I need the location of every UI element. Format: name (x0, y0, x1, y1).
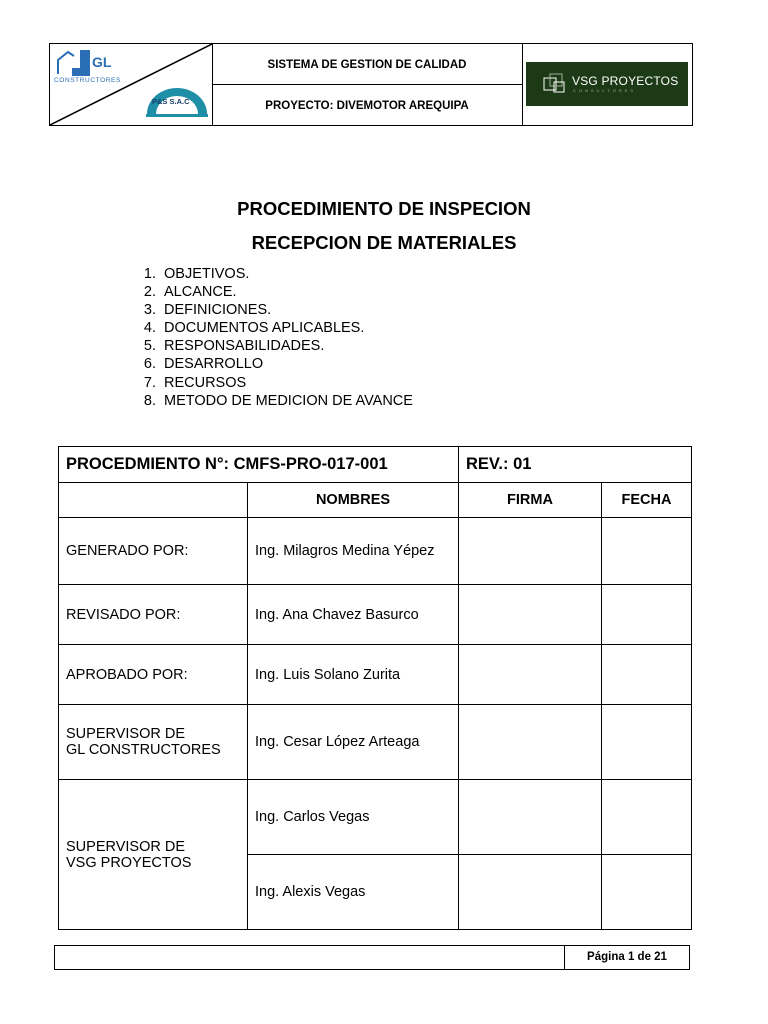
list-item: 6. DESARROLLO (143, 356, 264, 373)
quality-system-title: SISTEMA DE GESTION DE CALIDAD (267, 59, 467, 71)
list-item: 1. OBJETIVOS. (143, 266, 250, 282)
table-row (59, 645, 692, 705)
name-cell: Ing. Carlos Vegas (248, 780, 459, 855)
list-item: 4. DOCUMENTOS APLICABLES. (143, 320, 365, 337)
column-header-names: NOMBRES (248, 483, 459, 518)
signature-cell (459, 780, 602, 855)
name-cell: Ing. Ana Chavez Basurco (248, 585, 459, 645)
page-footer (54, 945, 690, 970)
header-divider (212, 84, 522, 85)
role-cell: SUPERVISOR DE VSG PROYECTOS (59, 780, 248, 930)
table-header-empty (59, 483, 248, 518)
list-item: 8. METODO DE MEDICION DE AVANCE (143, 392, 413, 409)
role-cell: SUPERVISOR DE GL CONSTRUCTORES (59, 705, 248, 780)
name-cell: Ing. Cesar López Arteaga (248, 705, 459, 780)
signature-cell (459, 585, 602, 645)
vsg-logo-icon (542, 72, 568, 96)
signature-cell (459, 705, 602, 780)
vsg-proyectos-logo (526, 62, 688, 106)
signature-cell (459, 518, 602, 585)
ps-logo-text: P&S S.A.C (152, 97, 190, 106)
page-number: Página 1 de 21 (564, 946, 689, 969)
date-cell (602, 780, 692, 855)
list-item: 2. ALCANCE. (143, 284, 237, 301)
gl-constructores-logo (54, 46, 144, 86)
name-cell: Ing. Alexis Vegas (248, 855, 459, 930)
vsg-logo-subtext: CONSULTORES (573, 88, 637, 93)
signature-cell (459, 645, 602, 705)
header-divider (522, 44, 523, 125)
date-cell (602, 705, 692, 780)
table-row (59, 780, 692, 855)
name-cell: Ing. Milagros Medina Yépez (248, 518, 459, 585)
column-header-date: FECHA (602, 483, 692, 518)
name-cell: Ing. Luis Solano Zurita (248, 645, 459, 705)
date-cell (602, 518, 692, 585)
table-row (59, 705, 692, 780)
list-item: 3. DEFINICIONES. (143, 302, 272, 319)
table-row (59, 585, 692, 645)
date-cell (602, 585, 692, 645)
table-row (59, 447, 692, 483)
table-row (59, 518, 692, 585)
ps-sac-logo (142, 84, 212, 127)
gl-logo-subtext: CONSTRUCTORES (54, 77, 121, 84)
column-header-signature: FIRMA (459, 483, 602, 518)
list-item: 5. RESPONSABILIDADES. (143, 338, 325, 355)
document-subtitle: RECEPCION DE MATERIALES (251, 232, 517, 253)
contents-list (130, 265, 413, 410)
revision-number: REV.: 01 (459, 447, 692, 483)
role-cell: APROBADO POR: (59, 645, 248, 705)
approval-table (58, 446, 692, 930)
vsg-logo-text: VSG PROYECTOS (572, 74, 679, 88)
role-cell: GENERADO POR: (59, 518, 248, 585)
procedure-number: PROCEDMIENTO N°: CMFS-PRO-017-001 (59, 447, 459, 483)
role-cell: REVISADO POR: (59, 585, 248, 645)
table-row (59, 483, 692, 518)
gl-logo-text: GL (92, 54, 112, 70)
project-title: PROYECTO: DIVEMOTOR AREQUIPA (265, 100, 469, 112)
document-header (49, 43, 693, 126)
date-cell (602, 855, 692, 930)
document-title: PROCEDIMIENTO DE INSPECION (237, 198, 531, 219)
signature-cell (459, 855, 602, 930)
list-item: 7. RECURSOS (143, 374, 247, 391)
date-cell (602, 645, 692, 705)
